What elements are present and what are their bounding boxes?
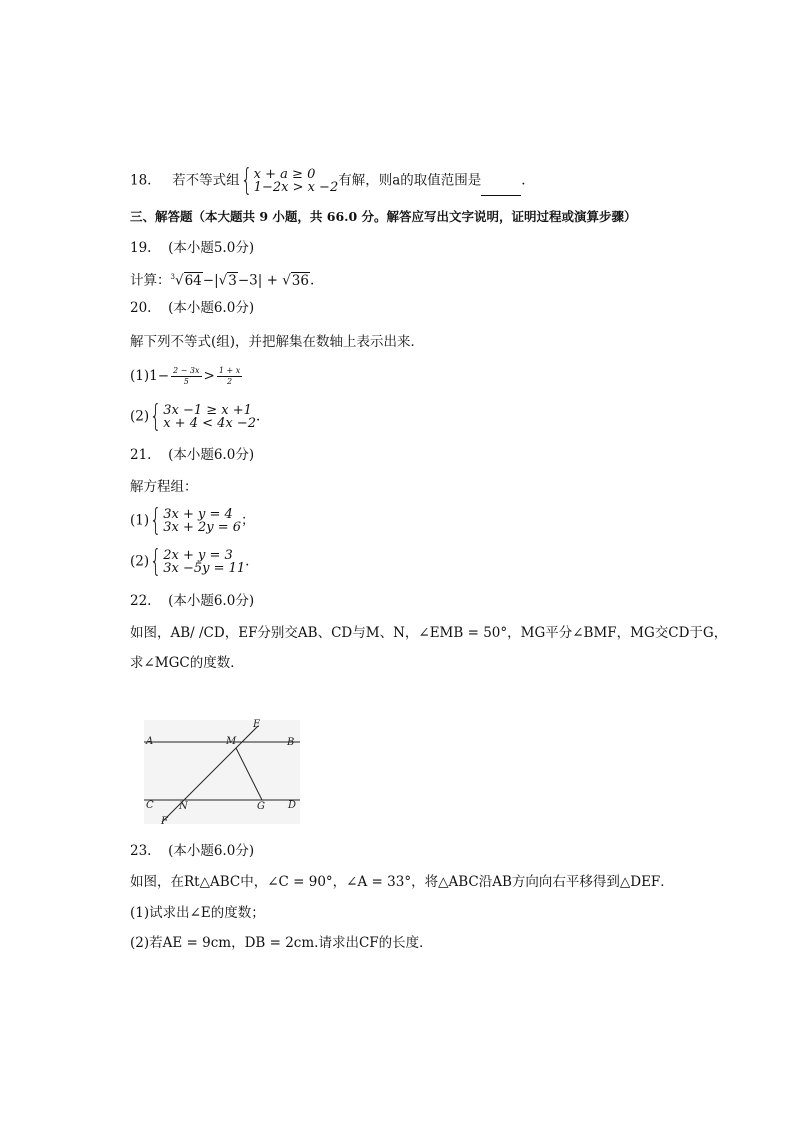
q20-p1-frac2-num: 1 + x	[218, 366, 241, 375]
q20-part2	[130, 399, 261, 434]
q20-p2-line1: 3x −1 ≥ x +1	[163, 403, 252, 418]
q21-p2-label: (2)	[130, 553, 150, 570]
q21-p2-end: .	[245, 553, 250, 570]
q20-number: 20.	[130, 300, 152, 316]
q22-text-2: 求∠MGC的度数．	[130, 655, 244, 671]
q21-p1-line2: 3x + 2y = 6	[163, 520, 242, 535]
q20-header	[130, 299, 254, 317]
q21-p1-label: (1)	[130, 512, 150, 529]
q22-text-1: 如图，AB/ /CD，EF分别交AB、CD与M、N，∠EMB = 50°，MG平分∠BMF，MG交CD于G，	[130, 625, 728, 641]
q22-score: (本小题6.0分)	[168, 593, 255, 609]
q18-suffix: 有解，则a的取值范围是	[338, 172, 482, 189]
q19-radicand-3: 36	[291, 272, 309, 289]
q23-text-1: 如图，在Rt△ABC中，∠C = 90°，∠A = 33°，将△ABC沿AB方向向右平移得到△DEF．	[130, 874, 674, 890]
label-b: B	[287, 737, 295, 748]
figure-background	[144, 720, 300, 824]
q21-p2-line1: 2x + y = 3	[163, 548, 233, 563]
q19-mid-2: −3| +	[237, 272, 283, 289]
q20-part1	[130, 366, 244, 387]
q19-expression: 计算：$^3$√64−|√3−3| + √36.	[130, 272, 315, 289]
q22-header	[130, 592, 254, 610]
q20-p2-label: (2)	[130, 408, 150, 425]
q23-score: (本小题6.0分)	[168, 843, 255, 859]
q21-p2-line2: 3x −5y = 11	[163, 561, 246, 576]
q19-radicand-1: 64	[184, 272, 202, 289]
q21-instruction: 解方程组：	[130, 479, 198, 495]
q21-number: 21.	[130, 447, 152, 463]
section3-heading: 三、解答题（本大题共 9 小题，共 66.0 分。解答应写出文字说明，证明过程或演算步骤）	[130, 209, 637, 224]
q19-label: 计算：	[130, 272, 171, 289]
q20-p1-label: (1)1−	[130, 368, 170, 384]
q20-instruction: 解下列不等式(组)，并把解集在数轴上表示出来．	[130, 334, 425, 350]
q18-sys-line1: x + a ≥ 0	[253, 167, 316, 182]
q20-score: (本小题6.0分)	[168, 300, 255, 316]
q18-prefix: 若不等式组	[172, 172, 240, 189]
q18-number: 18.	[130, 172, 152, 189]
q23-part2: (2)若AE = 9cm，DB = 2cm.请求出CF的长度．	[130, 935, 433, 951]
label-c: C	[146, 800, 154, 811]
q21-p2-system: { 2x + y = 3 3x −5y = 11	[149, 544, 246, 579]
q23-number: 23.	[130, 843, 152, 859]
q21-p1-end: ；	[241, 512, 255, 529]
q19-end: .	[309, 272, 315, 289]
q19-radicand-2: 3	[228, 272, 237, 289]
q20-p2-system: { 3x −1 ≥ x +1 x + 4 < 4x −2	[149, 399, 257, 434]
q20-p1-frac2-den: 2	[226, 377, 233, 386]
q20-p1-frac1-num: 2 − 3x	[173, 366, 200, 375]
q20-p1-frac1-den: 5	[183, 377, 189, 386]
label-d: D	[288, 800, 297, 811]
q21-p1-system: { 3x + y = 4 3x + 2y = 6	[149, 503, 242, 538]
q18-end: .	[521, 172, 526, 189]
q21-p1-line1: 3x + y = 4	[163, 507, 233, 522]
label-n: N	[179, 801, 188, 812]
q21-score: (本小题6.0分)	[168, 447, 255, 463]
q20-p1-fraction-2	[217, 366, 242, 387]
q20-p2-line2: x + 4 < 4x −2	[163, 416, 257, 431]
q21-part2	[130, 544, 250, 579]
q18-answer-blank[interactable]	[481, 183, 521, 196]
q18-sys-line2: 1−2x > x −2	[253, 180, 339, 195]
q22-number: 22.	[130, 593, 152, 609]
q21-part1	[130, 503, 255, 538]
label-e: E	[253, 719, 261, 730]
q20-p1-op: >	[203, 368, 215, 384]
q18-system: { x + a ≥ 0 1−2x > x −2	[240, 163, 339, 198]
q23-part1: (1)试求出∠E的度数；	[130, 905, 265, 921]
label-m: M	[226, 736, 237, 747]
q18-row	[130, 163, 526, 198]
q19-number: 19.	[130, 240, 152, 256]
q19-header	[130, 239, 254, 257]
q19-score: (本小题5.0分)	[168, 240, 255, 256]
label-a: A	[146, 736, 154, 747]
q19-mid-1: −|	[202, 272, 219, 289]
q20-p2-end: .	[256, 408, 261, 425]
label-f: F	[161, 816, 168, 827]
q19-root-index: 3	[170, 273, 175, 281]
q23-header	[130, 842, 254, 860]
q21-header	[130, 446, 254, 464]
label-g: G	[257, 801, 265, 812]
q20-p1-fraction-1	[171, 366, 201, 387]
q22-figure	[140, 716, 310, 828]
